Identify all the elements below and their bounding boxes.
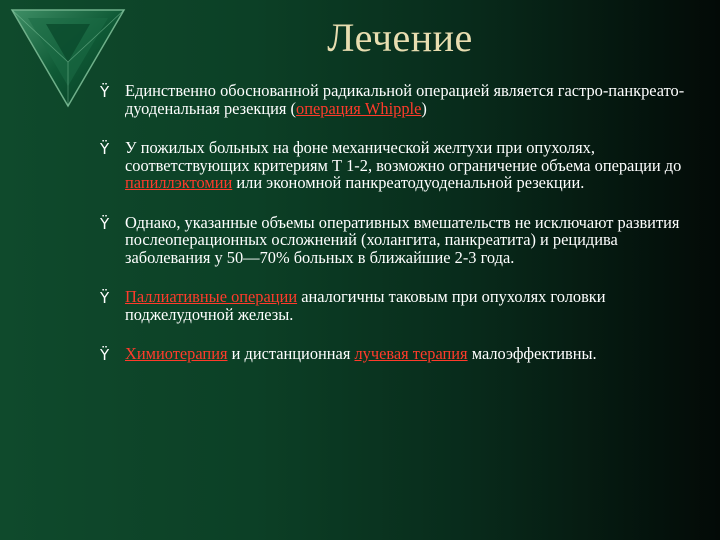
bullet-text: аналогичны таковым при опухолях головки поджелудочной железы.	[125, 287, 606, 324]
bullet-item	[100, 214, 705, 267]
bullet-list	[100, 82, 705, 385]
bullet-item	[100, 139, 705, 192]
bullet-marker-icon: Ÿ	[100, 83, 110, 101]
bullet-item	[100, 345, 705, 363]
hyperlink[interactable]: Паллиативные операции	[125, 287, 298, 306]
bullet-item	[100, 288, 705, 323]
hyperlink[interactable]: Химиотерапия	[125, 344, 228, 363]
bullet-text: малоэффективны.	[467, 344, 597, 363]
bullet-text: )	[421, 98, 427, 118]
bullet-marker-icon: Ÿ	[100, 289, 110, 307]
bullet-text: и дистанционная	[227, 344, 355, 363]
hyperlink[interactable]: лучевая терапия	[354, 344, 468, 363]
bullet-text: Однако, указанные объемы оперативных вмешательств не исключают развития послеоперационных осложнений (холангита, панкреатита) и рецидива заболевания у 50—70% больных в ближайшие 2-3 года.	[125, 212, 680, 267]
slide-title: Лечение	[327, 15, 473, 60]
bullet-marker-icon: Ÿ	[100, 346, 110, 364]
bullet-marker-icon: Ÿ	[100, 214, 110, 233]
bullet-item	[100, 82, 705, 117]
bullet-text: У пожилых больных на фоне механической желтухи при опухолях, соответствующих критериям Т 1-2, возможно ограничение объема операции до	[125, 138, 682, 175]
bullet-text: или экономной панкреатодуоденальной резекции.	[232, 173, 585, 192]
bullet-marker-icon: Ÿ	[100, 140, 110, 158]
bullet-text: Единственно обоснованной радикальной операцией является гастро-панкреато-дуоденальная резекция (	[125, 81, 685, 118]
hyperlink[interactable]: операция Whipple	[296, 98, 422, 118]
hyperlink[interactable]: папиллэктомии	[125, 173, 233, 192]
